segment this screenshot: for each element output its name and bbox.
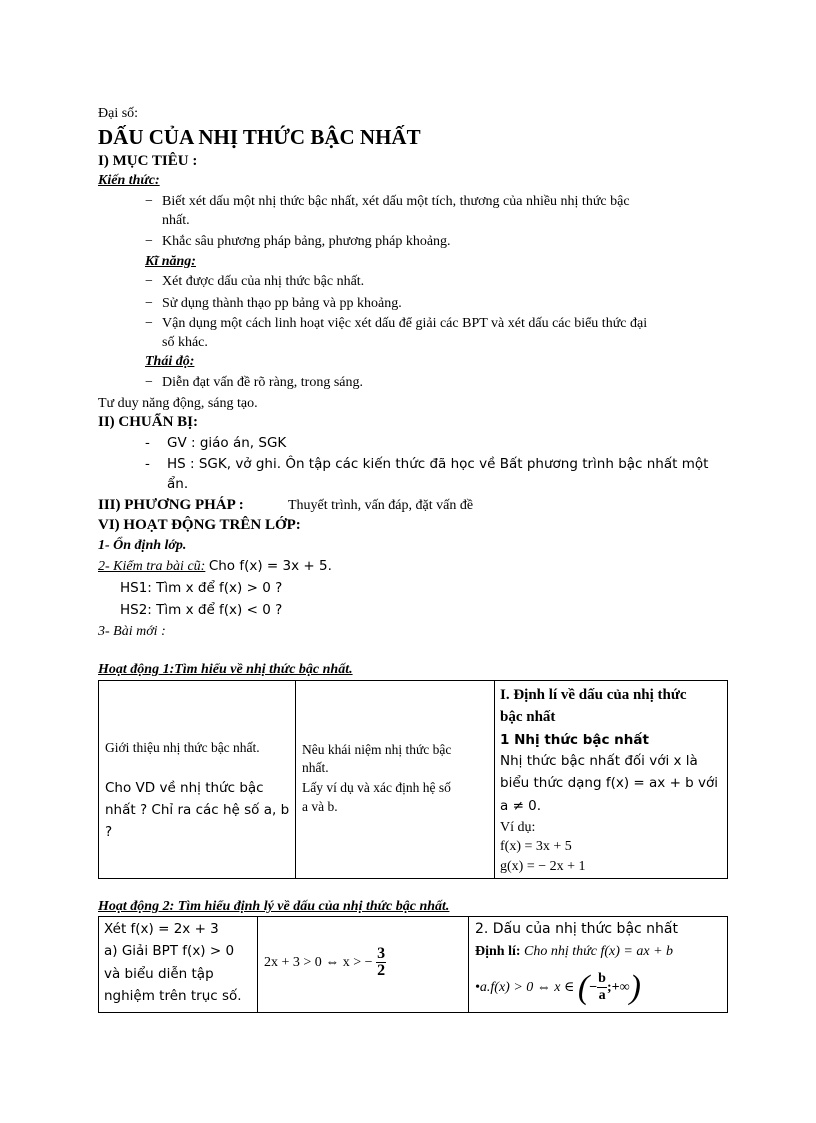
bullet-dash: − [145,375,153,390]
teacher-line: Cho VD về nhị thức bậc [105,780,264,796]
objectives-heading: I) MỤC TIÊU : [98,153,198,169]
knowledge-item: Khắc sâu phương pháp bảng, phương pháp khoảng. [162,234,451,249]
activity2-col3-cell [469,917,728,1013]
hs1-question: HS1: Tìm x để f(x) > 0 ? [120,580,283,596]
bullet-dash: − [145,234,153,249]
theorem-case-text: •a.f(x) > 0 ⇔ x ∈ [475,980,575,995]
theorem-line [475,943,673,961]
inequality-solution [264,943,386,983]
bullet-dash: − [145,296,153,311]
content-definition: a ≠ 0. [500,798,542,814]
activity2-heading: Hoạt động 2: Tìm hiểu định lý về dấu của nhị thức bậc nhất. [98,899,450,914]
content-subtitle: 1 Nhị thức bậc nhất [500,732,649,748]
preparation-heading: II) CHUẨN BỊ: [98,414,199,430]
content-definition: biểu thức dạng f(x) = ax + b với [500,775,719,791]
activity2-col1-cell [99,917,258,1013]
attitude-item: Diễn đạt vấn đề rõ ràng, trong sáng. [162,375,363,390]
theorem-case: •a.f(x) > 0 ⇔ x ∈ (− $\frac{b}{a}$ ;+∞) [475,968,641,1006]
theorem-label: Định lí: [475,944,521,959]
step-2-text: Cho f(x) = 3x + 5. [208,558,332,574]
activity1-table [98,680,728,879]
inequality-lhs: 2x + 3 > 0 ⇔ x > − [264,955,373,970]
hs2-question: HS2: Tìm x để f(x) < 0 ? [120,602,283,618]
activity2-col1-line: a) Giải BPT f(x) > 0 [104,943,235,959]
fraction-numerator: b [598,971,606,987]
fraction [597,971,607,1004]
skills-label: Kĩ năng: [145,254,196,269]
example-line: g(x) = − 2x + 1 [500,859,586,874]
step-1: 1- Ổn định lớp. [98,538,187,553]
bullet-dash: − [145,194,153,209]
activity1-content-cell [495,681,728,879]
skills-item: Xét được dấu của nhị thức bậc nhất. [162,274,365,289]
teacher-line: nhất ? Chỉ ra các hệ số a, b [105,802,290,818]
close-paren: ) [629,968,641,1006]
activity1-student-cell [296,681,495,879]
attitude-label: Thái độ: [145,354,195,369]
step-2 [98,557,332,576]
bullet-dash: - [145,435,150,451]
teacher-line: Giới thiệu nhị thức bậc nhất. [105,740,260,755]
activity2-col1-line: Xét f(x) = 2x + 3 [104,921,219,937]
student-line: Nêu khái niệm nhị thức bậc [302,742,452,757]
activity2-col2-cell [258,917,469,1013]
knowledge-item: Biết xét dấu một nhị thức bậc nhất, xét dấu một tích, thương của nhiều nhị thức bậc [162,194,630,209]
student-line: Lấy ví dụ và xác định hệ số [302,780,451,795]
open-paren: ( [577,968,590,1006]
activity1-teacher-cell [99,681,296,879]
subject-label: Đại số: [98,106,139,121]
fraction-denominator: 2 [377,962,386,980]
content-title: bậc nhất [500,709,556,725]
fraction [376,946,386,979]
bullet-dash: - [145,456,150,472]
activities-heading: VI) HOẠT ĐỘNG TRÊN LỚP: [98,517,301,533]
knowledge-item: nhất. [162,213,190,228]
preparation-item: ẩn. [167,476,189,492]
bullet-dash: − [145,316,153,331]
skills-item: Sử dụng thành thạo pp bảng và pp khoảng. [162,296,402,311]
page-title: DẤU CỦA NHỊ THỨC BẬC NHẤT [98,125,421,149]
activity2-col1-line: nghiệm trên trục số. [104,988,242,1004]
activity1-heading: Hoạt động 1:Tìm hiểu về nhị thức bậc nhất. [98,662,353,677]
step-3: 3- Bài mới : [98,624,166,639]
teacher-line: ? [105,824,113,840]
bullet-dash: − [145,274,153,289]
student-line: a và b. [302,799,338,814]
method-heading: III) PHƯƠNG PHÁP : [98,497,244,513]
student-line: nhất. [302,760,329,775]
interval-tail: ;+∞ [606,980,630,995]
theorem-text: Cho nhị thức f(x) = ax + b [524,944,674,959]
step-2-label: 2- Kiểm tra bài cũ: [98,559,206,574]
activity2-table [98,916,728,1013]
fraction-numerator: 3 [377,945,386,963]
example-line: f(x) = 3x + 5 [500,839,572,854]
knowledge-label: Kiến thức: [98,173,160,188]
theorem-title: 2. Dấu của nhị thức bậc nhất [475,921,678,937]
example-label: Ví dụ: [500,820,536,835]
skills-item: số khác. [162,335,208,350]
activity2-col1-line: và biểu diễn tập [104,966,214,982]
fraction-denominator: a [598,988,606,1004]
skills-item: Vận dụng một cách linh hoạt việc xét dấu để giải các BPT và xét dấu các biểu thức đại [162,316,648,331]
preparation-item: HS : SGK, vở ghi. Ôn tập các kiến thức đã học về Bất phương trình bậc nhất một [167,456,709,472]
thinking-text: Tư duy năng động, sáng tạo. [98,396,258,411]
preparation-item: GV : giáo án, SGK [167,435,287,451]
content-definition: Nhị thức bậc nhất đối với x là [500,753,698,769]
content-title: I. Định lí về dấu của nhị thức [500,687,687,703]
method-value: Thuyết trình, vấn đáp, đặt vấn đề [288,498,474,513]
